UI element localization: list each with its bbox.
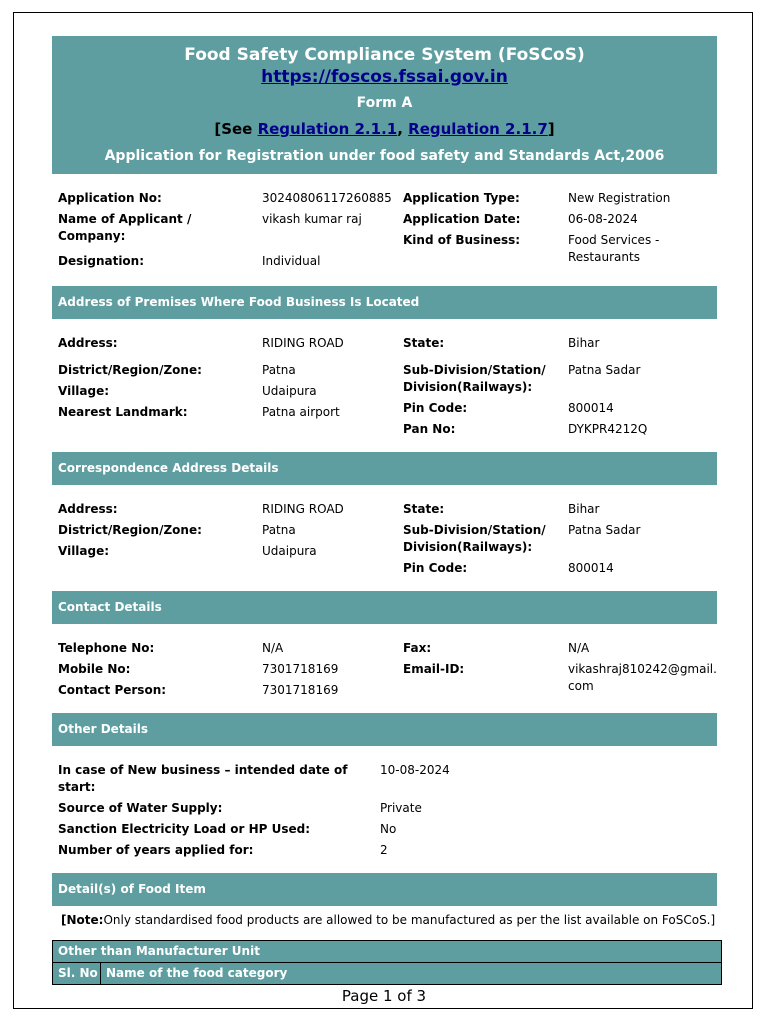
correspondence-details: [52, 485, 717, 591]
corr-village-value: Udaipura: [262, 544, 317, 558]
premises-pin-label: Pin Code:: [403, 401, 468, 415]
premises-right-labels: [403, 354, 568, 440]
premises-left-values: [262, 354, 403, 440]
premises-right-values: [568, 354, 717, 440]
corr-village-label: Village:: [58, 544, 110, 558]
premises-address-value: RIDING ROAD: [262, 336, 344, 350]
form-name: Form A: [356, 95, 413, 111]
col-sl-no: Sl. No: [53, 963, 101, 984]
document-content: [52, 36, 717, 932]
app-date-label: Application Date:: [403, 212, 521, 226]
corr-address-value: RIDING ROAD: [262, 502, 344, 516]
years-value: 2: [380, 843, 388, 857]
contact-left-values: [262, 638, 403, 701]
reg-separator: ,: [397, 120, 409, 138]
start-date-label: In case of New business – intended date of start:: [58, 763, 348, 794]
food-section-header: Detail(s) of Food Item: [52, 873, 717, 906]
applicant-label: Name of Applicant / Company:: [58, 212, 192, 243]
corr-state-value: Bihar: [568, 502, 600, 516]
email-label: Email-ID:: [403, 662, 465, 676]
corr-left-values: [262, 499, 403, 579]
designation-value: Individual: [262, 254, 321, 268]
water-value: Private: [380, 801, 422, 815]
premises-district-value: Patna: [262, 363, 296, 377]
app-date-value: 06-08-2024: [568, 212, 638, 226]
note-label: Note:: [66, 913, 104, 927]
premises-state-value: Bihar: [568, 336, 600, 350]
contact-right-values: [568, 638, 717, 701]
kind-label: Kind of Business:: [403, 233, 521, 247]
contact-person-label: Contact Person:: [58, 683, 167, 697]
telephone-label: Telephone No:: [58, 641, 155, 655]
corr-pin-label: Pin Code:: [403, 561, 468, 575]
premises-district-label: District/Region/Zone:: [58, 363, 202, 377]
application-details: [52, 174, 717, 286]
corr-address-label: Address:: [58, 502, 118, 516]
page-number: Page 1 of 3: [341, 987, 427, 1005]
app-no-label: Application No:: [58, 191, 162, 205]
corr-state-label: State:: [403, 502, 445, 516]
premises-village-label: Village:: [58, 384, 110, 398]
application-title: Application for Registration under food safety and Standards Act,2006: [104, 148, 665, 164]
regulation-link-2[interactable]: Regulation 2.1.7: [408, 120, 548, 138]
corr-district-label: District/Region/Zone:: [58, 523, 202, 537]
premises-section-header: Address of Premises Where Food Business Is Located: [52, 286, 717, 319]
premises-address-label: Address:: [58, 336, 118, 350]
electricity-label: Sanction Electricity Load or HP Used:: [58, 822, 311, 836]
regulation-link-1[interactable]: Regulation 2.1.1: [257, 120, 398, 138]
corr-left-labels: [58, 499, 262, 579]
title-banner: [52, 36, 717, 174]
contact-left-labels: [58, 638, 262, 701]
corr-subdiv-value: Patna Sadar: [568, 523, 641, 537]
corr-right-values: [568, 499, 717, 579]
date-kind-values: [568, 209, 717, 268]
premises-left-labels: [58, 354, 262, 440]
system-title: Food Safety Compliance System (FoSCoS): [184, 45, 585, 65]
designation-label: Designation:: [58, 254, 145, 268]
premises-village-value: Udaipura: [262, 384, 317, 398]
email-value: vikashraj810242@gmail.com: [568, 662, 717, 693]
applicant-value: vikash kumar raj: [262, 212, 362, 226]
premises-pin-value: 800014: [568, 401, 614, 415]
contact-right-labels: [403, 638, 568, 701]
other-section-header: Other Details: [52, 713, 717, 746]
food-note: [52, 906, 717, 932]
start-date-value: 10-08-2024: [380, 763, 450, 777]
premises-subdiv-label: Sub-Division/Station/ Division(Railways):: [403, 363, 546, 394]
fax-label: Fax:: [403, 641, 432, 655]
premises-pan-value: DYKPR4212Q: [568, 422, 648, 436]
app-type-value: New Registration: [568, 191, 671, 205]
telephone-value: N/A: [262, 641, 284, 655]
col-food-category: Name of the food category: [106, 966, 288, 980]
see-prefix: [See: [214, 120, 258, 138]
electricity-value: No: [380, 822, 397, 836]
mobile-label: Mobile No:: [58, 662, 131, 676]
contact-person-value: 7301718169: [262, 683, 339, 697]
corr-right-labels: [403, 499, 568, 579]
see-suffix: ]: [547, 120, 555, 138]
corr-district-value: Patna: [262, 523, 296, 537]
corr-pin-value: 800014: [568, 561, 614, 575]
mobile-value: 7301718169: [262, 662, 339, 676]
contact-details: [52, 624, 717, 713]
food-category-table: [52, 940, 722, 985]
correspondence-section-header: Correspondence Address Details: [52, 452, 717, 485]
fax-value: N/A: [568, 641, 590, 655]
date-kind-group: [403, 209, 568, 268]
years-label: Number of years applied for:: [58, 843, 254, 857]
table-header-row: [53, 963, 721, 984]
contact-section-header: Contact Details: [52, 591, 717, 624]
note-text: Only standardised food products are allowed to be manufactured as per the list available on FoSCoS.]: [103, 913, 716, 927]
other-details: [52, 746, 717, 873]
premises-landmark-label: Nearest Landmark:: [58, 405, 188, 419]
regulation-reference: [52, 119, 717, 139]
premises-subdiv-value: Patna Sadar: [568, 363, 641, 377]
app-no-value: 30240806117260885: [262, 191, 392, 205]
kind-value: Food Services - Restaurants: [568, 233, 660, 264]
app-type-label: Application Type:: [403, 191, 520, 205]
premises-pan-label: Pan No:: [403, 422, 456, 436]
premises-state-label: State:: [403, 336, 445, 350]
premises-details: [52, 319, 717, 452]
note-open-bracket: [: [61, 913, 67, 927]
table-title: Other than Manufacturer Unit: [53, 941, 721, 963]
premises-landmark-value: Patna airport: [262, 405, 340, 419]
corr-subdiv-label: Sub-Division/Station/ Division(Railways):: [403, 523, 546, 554]
water-label: Source of Water Supply:: [58, 801, 223, 815]
foscos-link[interactable]: https://foscos.fssai.gov.in: [261, 67, 508, 87]
